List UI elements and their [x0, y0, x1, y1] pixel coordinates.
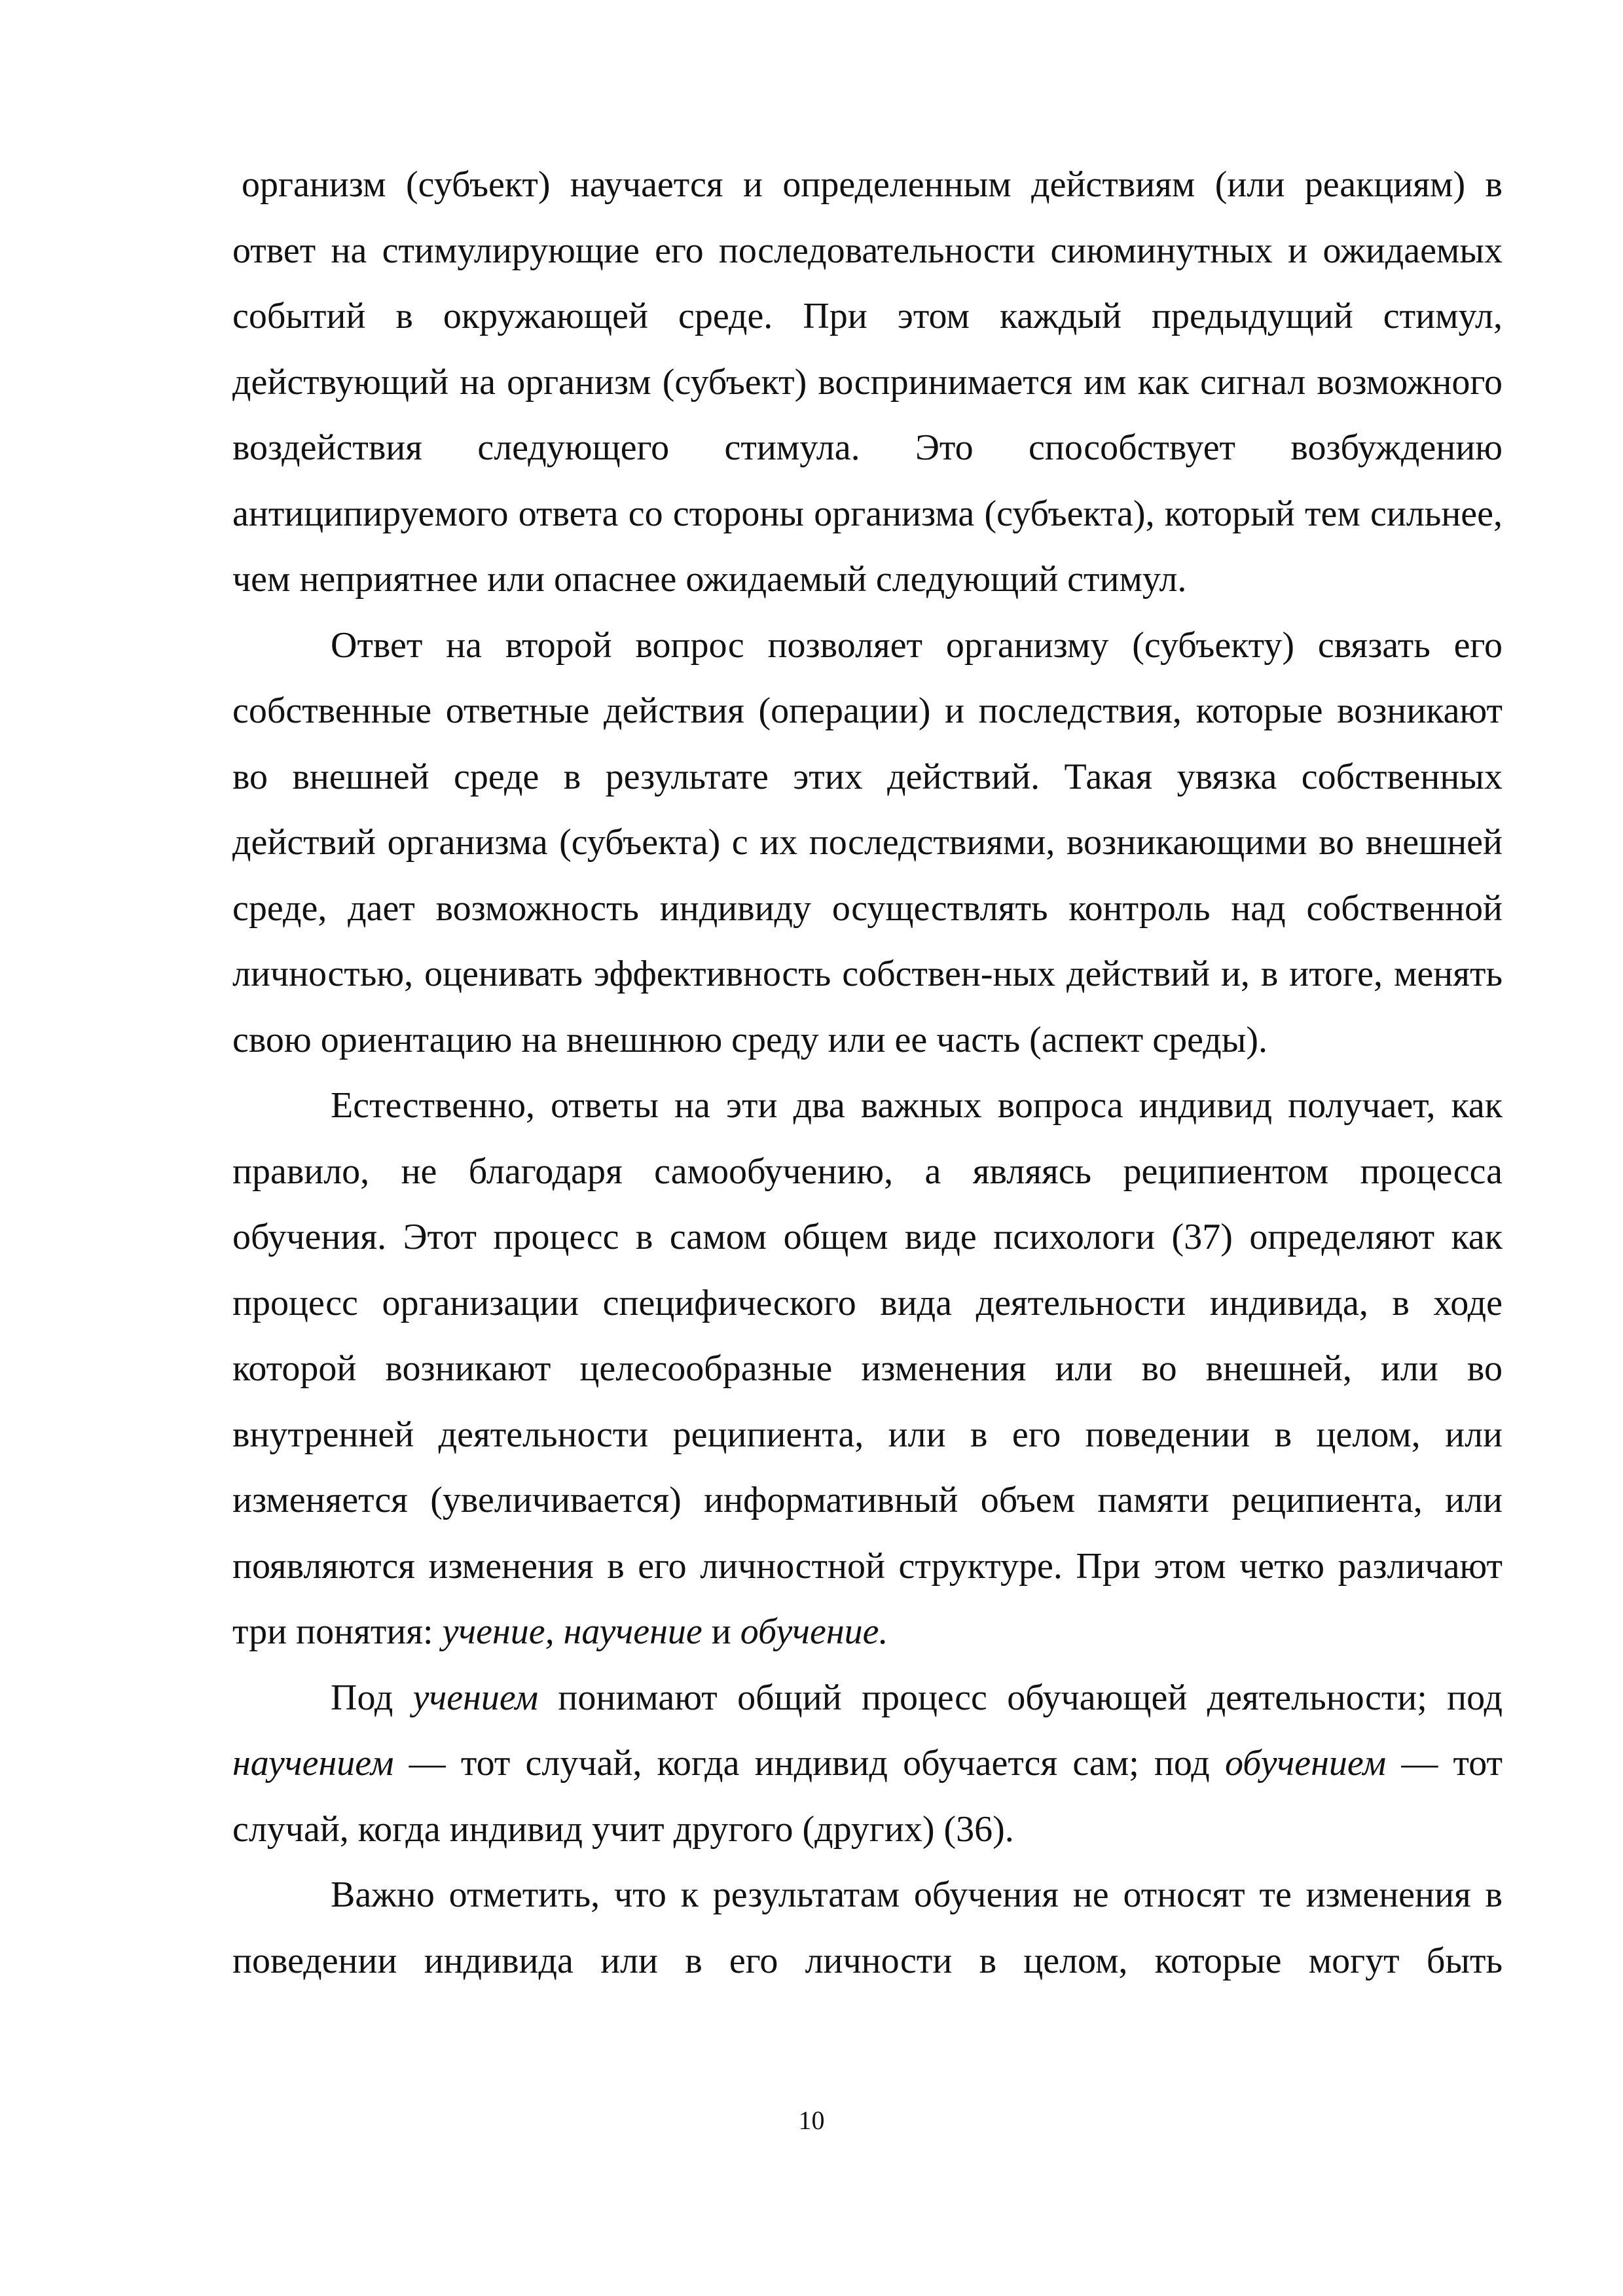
term-naucheniem: научением	[232, 1743, 394, 1784]
paragraph-3	[232, 1073, 1503, 1665]
body-text	[232, 152, 1503, 1994]
paragraph-3-text: Естественно, ответы на эти два важных вопроса индивид получает, как правило, не благодаря самообучению, а являясь реципиентом процесса обучения. Этот процесс в самом общем виде психологи (37) определяют как процесс организации специфического вида деятельности индивида, в ходе которой возникают целесообразные изменения или во внешней, или во внутренней деятельности реципиента, или в его поведении в целом, или изменяется (увеличивается) информативный объем памяти реципиента, или появляются изменения в его личностной структуре. При этом четко различают три понятия:	[232, 1085, 1503, 1652]
term-uchenie-nauchenie: учение, научение	[442, 1611, 702, 1652]
paragraph-4	[232, 1665, 1503, 1863]
paragraph-2: Ответ на второй вопрос позволяет организму (субъекту) связать его собственные ответные действия (операции) и последствия, которые возникают во внешней среде в результате этих действий. Такая увязка собственных действий организма (субъекта) с их последствиями, возникающими во внешней среде, дает возможность индивиду осуществлять контроль над собственной личностью, оценивать эффективность собствен-ных действий и, в итоге, менять свою ориентацию на внешнюю среду или ее часть (аспект среды).	[232, 624, 1503, 1060]
term-ucheniem: учением	[412, 1677, 539, 1718]
paragraph-4-text-1: Под	[331, 1677, 413, 1718]
paragraph-5: Важно отметить, что к результатам обучения не относят те изменения в поведении индивида или в его личности в целом, которые могут быть	[232, 1874, 1503, 1981]
term-obuchenie: обучение.	[740, 1611, 888, 1652]
paragraph-4-text-4: — тот случай, когда индивид учит другого (других) (36).	[232, 1743, 1503, 1850]
term-obucheniem: обучением	[1225, 1743, 1387, 1784]
paragraph-4-text-3: — тот случай, когда индивид обучается сам; под	[393, 1743, 1226, 1784]
paragraph-3-conjunction: и	[702, 1611, 740, 1652]
paragraph-1: организм (субъект) научается и определенным действиям (или реакциям) в ответ на стимулирующие его последовательности сиюминутных и ожидаемых событий в окружающей среде. При этом каждый предыдущий стимул, действующий на организм (субъект) воспринимается им как сигнал возможного воздействия следующего стимула. Это способствует возбуждению антиципируемого ответа со стороны организма (субъекта), который тем сильнее, чем неприятнее или опаснее ожидаемый следующий стимул.	[232, 164, 1503, 600]
page-number: 10	[798, 2106, 825, 2135]
paragraph-4-text-2: понимают общий процесс обучающей деятельности; под	[538, 1677, 1503, 1718]
